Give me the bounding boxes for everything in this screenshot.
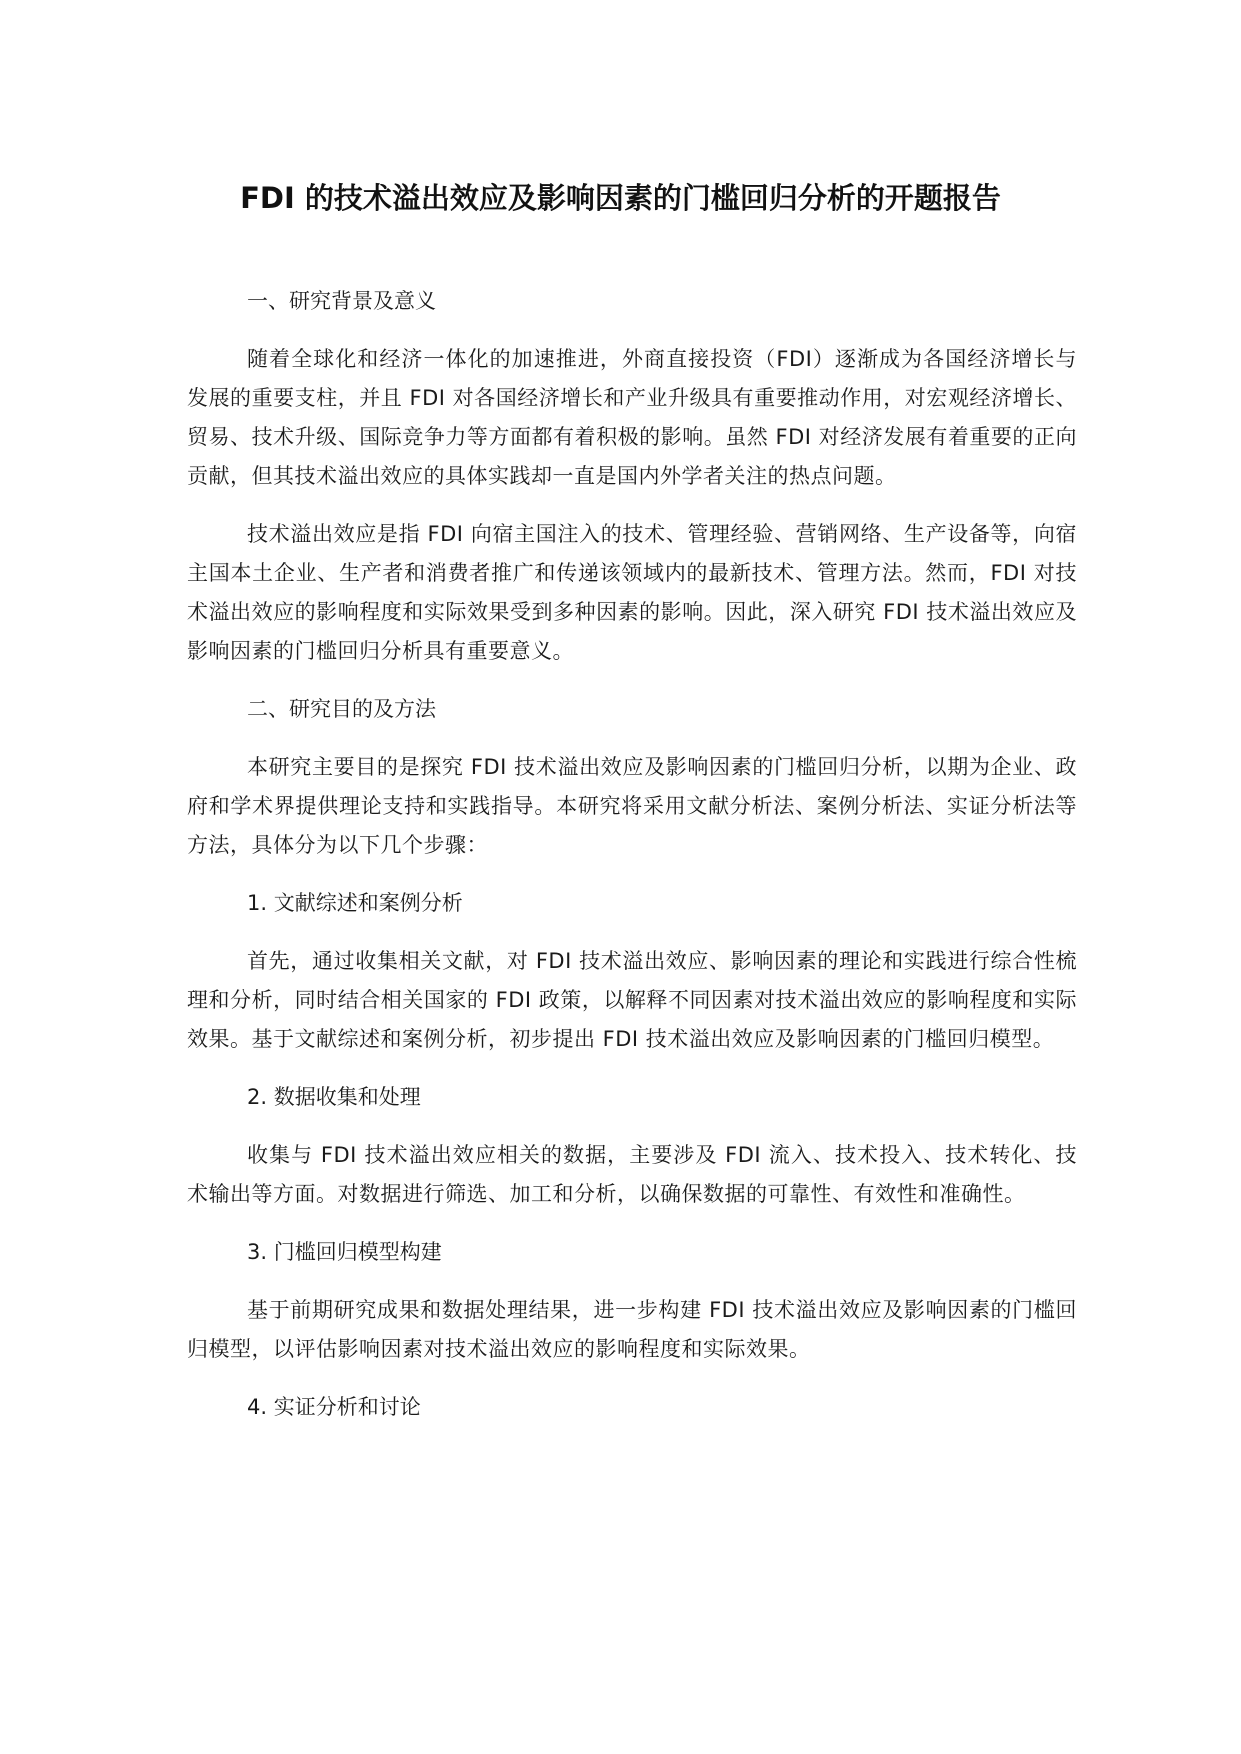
body-paragraph: 技术溢出效应是指 FDI 向宿主国注入的技术、管理经验、营销网络、生产设备等，向宿主国本土企业、生产者和消费者推广和传递该领域内的最新技术、管理方法。然而，FDI 对技术溢出效应的影响程度和实际效果受到多种因素的影响。因此，深入研究 FDI 技术溢出效应及影响因素的门槛回归分析具有重要意义。 xyxy=(187,522,1077,663)
body-paragraph: 本研究主要目的是探究 FDI 技术溢出效应及影响因素的门槛回归分析，以期为企业、政府和学术界提供理论支持和实践指导。本研究将采用文献分析法、案例分析法、实证分析法等方法，具体分为以下几个步骤： xyxy=(187,755,1077,857)
subsection-heading: 1. 文献综述和案例分析 xyxy=(247,891,463,915)
body-paragraph: 基于前期研究成果和数据处理结果，进一步构建 FDI 技术溢出效应及影响因素的门槛回归模型，以评估影响因素对技术溢出效应的影响程度和实际效果。 xyxy=(187,1298,1077,1361)
body-paragraph: 收集与 FDI 技术溢出效应相关的数据，主要涉及 FDI 流入、技术投入、技术转化、技术输出等方面。对数据进行筛选、加工和分析，以确保数据的可靠性、有效性和准确性。 xyxy=(187,1143,1077,1206)
body-paragraph: 首先，通过收集相关文献，对 FDI 技术溢出效应、影响因素的理论和实践进行综合性梳理和分析，同时结合相关国家的 FDI 政策，以解释不同因素对技术溢出效应的影响程度和实际效果。基于文献综述和案例分析，初步提出 FDI 技术溢出效应及影响因素的门槛回归模型。 xyxy=(187,949,1077,1051)
subsection-heading: 3. 门槛回归模型构建 xyxy=(247,1240,442,1264)
body-paragraph: 随着全球化和经济一体化的加速推进，外商直接投资（FDI）逐渐成为各国经济增长与发展的重要支柱，并且 FDI 对各国经济增长和产业升级具有重要推动作用，对宏观经济增长、贸易、技术升级、国际竞争力等方面都有着积极的影响。虽然 FDI 对经济发展有着重要的正向贡献，但其技术溢出效应的具体实践却一直是国内外学者关注的热点问题。 xyxy=(187,347,1077,488)
section-heading: 一、研究背景及意义 xyxy=(247,289,436,313)
document-body xyxy=(187,282,1077,1446)
document-title: FDI 的技术溢出效应及影响因素的门槛回归分析的开题报告 xyxy=(240,181,1001,215)
section-heading: 二、研究目的及方法 xyxy=(247,697,436,721)
subsection-heading: 2. 数据收集和处理 xyxy=(247,1085,421,1109)
subsection-heading: 4. 实证分析和讨论 xyxy=(247,1395,421,1419)
